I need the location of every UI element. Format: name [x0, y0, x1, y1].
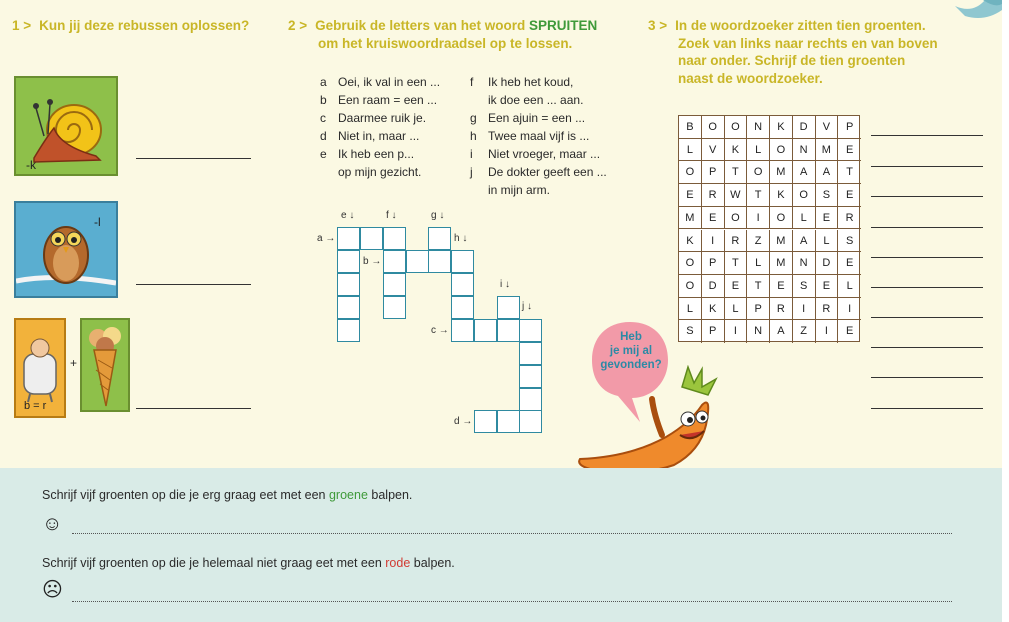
cw-cell[interactable]	[383, 273, 406, 296]
ws-cell[interactable]: I	[747, 207, 770, 230]
q2-title-b: om het kruiswoordraadsel op te lossen.	[318, 35, 573, 51]
clue-letter: h	[470, 129, 477, 143]
ws-cell[interactable]: I	[816, 320, 839, 343]
cw-cell[interactable]	[497, 296, 520, 319]
ws-cell[interactable]: E	[838, 139, 861, 162]
ws-cell[interactable]: K	[770, 116, 793, 139]
clue-text: ik doe een ... aan.	[488, 93, 584, 107]
ws-cell[interactable]: O	[679, 252, 702, 275]
ws-cell[interactable]: E	[702, 207, 725, 230]
rebus2-modifier: -l	[94, 215, 101, 229]
rebus1-modifier: -k	[26, 158, 36, 172]
clue-text: Een ajuin = een ...	[488, 111, 586, 125]
ws-cell[interactable]: L	[747, 252, 770, 275]
ws-cell[interactable]: K	[725, 139, 748, 162]
ws-cell[interactable]: R	[725, 230, 748, 253]
ws-cell[interactable]: M	[770, 230, 793, 253]
ws-cell[interactable]: L	[816, 230, 839, 253]
clue-text: Oei, ik val in een ...	[338, 75, 441, 89]
clue-letter: i	[470, 147, 473, 161]
ws-answer-line[interactable]	[871, 377, 983, 378]
ws-cell[interactable]: L	[747, 139, 770, 162]
ws-cell[interactable]: P	[702, 320, 725, 343]
ws-cell[interactable]: O	[679, 161, 702, 184]
ws-answer-line[interactable]	[871, 257, 983, 258]
cw-cell[interactable]	[383, 227, 406, 250]
ws-cell[interactable]: L	[679, 298, 702, 321]
ws-cell[interactable]: S	[838, 230, 861, 253]
bottom-line1-color: groene	[328, 488, 368, 502]
ws-cell[interactable]: O	[793, 184, 816, 207]
q3-title-line: naast de woordzoeker.	[678, 70, 823, 86]
ws-answer-line[interactable]	[871, 347, 983, 348]
cw-cell[interactable]	[519, 388, 542, 411]
ws-answer-line[interactable]	[871, 317, 983, 318]
cw-cell[interactable]	[383, 250, 406, 273]
clue-text: Niet vroeger, maar ...	[488, 147, 601, 161]
cw-cell[interactable]	[337, 227, 360, 250]
ws-cell[interactable]: E	[838, 252, 861, 275]
ws-cell[interactable]: A	[770, 320, 793, 343]
cw-cell[interactable]	[337, 250, 360, 273]
ws-cell[interactable]: O	[725, 207, 748, 230]
bottom-line1-b: balpen.	[367, 488, 413, 502]
ws-cell[interactable]: W	[725, 184, 748, 207]
ws-answer-line[interactable]	[871, 196, 983, 197]
ws-cell[interactable]: O	[725, 116, 748, 139]
ws-cell[interactable]: D	[702, 275, 725, 298]
bubble-line: Heb	[620, 331, 642, 343]
cw-cell[interactable]	[428, 227, 451, 250]
bottom-line2	[42, 556, 455, 570]
ws-cell[interactable]: E	[770, 275, 793, 298]
ws-cell[interactable]: B	[679, 116, 702, 139]
cw-label-h: h ↓	[454, 233, 468, 244]
ws-cell[interactable]: P	[838, 116, 861, 139]
ws-cell[interactable]: V	[702, 139, 725, 162]
carrot-mascot-icon	[570, 365, 720, 480]
q1-number: 1 >	[12, 18, 32, 33]
cw-label-b: b →	[363, 256, 382, 267]
ws-cell[interactable]: K	[702, 298, 725, 321]
ws-cell[interactable]: K	[770, 184, 793, 207]
disliked-vegetables-line[interactable]	[72, 601, 952, 602]
q3-heading	[648, 17, 938, 87]
ws-cell[interactable]: V	[816, 116, 839, 139]
ws-cell[interactable]: L	[793, 207, 816, 230]
ws-cell[interactable]: P	[702, 252, 725, 275]
clue-text: Daarmee ruik je.	[338, 111, 427, 125]
ws-cell[interactable]: E	[816, 275, 839, 298]
cw-cell[interactable]	[451, 250, 474, 273]
ws-cell[interactable]: O	[770, 139, 793, 162]
q2-title-a: Gebruik de letters van het woord	[315, 18, 529, 33]
ws-cell[interactable]: K	[679, 230, 702, 253]
ws-cell[interactable]: D	[816, 252, 839, 275]
ws-answer-line[interactable]	[871, 287, 983, 288]
clue-text: op mijn gezicht.	[338, 165, 422, 179]
cw-cell[interactable]	[406, 250, 429, 273]
bubble-line: je mij al	[609, 345, 653, 357]
ws-cell[interactable]: N	[747, 320, 770, 343]
cw-cell[interactable]	[428, 250, 451, 273]
ws-cell[interactable]: A	[816, 161, 839, 184]
cw-cell[interactable]	[451, 296, 474, 319]
clue-text: Twee maal vijf is ...	[488, 129, 590, 143]
cw-cell[interactable]	[519, 410, 542, 433]
word-search-grid	[678, 115, 860, 342]
cw-cell[interactable]	[474, 319, 497, 342]
ws-cell[interactable]: R	[770, 298, 793, 321]
q3-title-line: Zoek van links naar rechts en van boven	[678, 35, 938, 51]
q2-number: 2 >	[288, 18, 308, 33]
clue-text: Ik heb een p...	[338, 147, 415, 161]
favorite-vegetables-line[interactable]	[72, 533, 952, 534]
bottom-line1	[42, 488, 412, 502]
q2-title-word: SPRUITEN	[528, 18, 598, 33]
clue-text: Niet in, maar ...	[338, 129, 420, 143]
ws-cell[interactable]: R	[702, 184, 725, 207]
ws-cell[interactable]: O	[679, 275, 702, 298]
ws-cell[interactable]: O	[770, 207, 793, 230]
ws-cell[interactable]: P	[702, 161, 725, 184]
clue-letter: c	[320, 111, 326, 125]
bottom-line2-a: Schrijf vijf groenten op die je helemaal niet graag eet met een	[42, 556, 386, 570]
ws-cell[interactable]: E	[816, 207, 839, 230]
ws-cell[interactable]: M	[816, 139, 839, 162]
ws-cell[interactable]: S	[816, 184, 839, 207]
clue-text: in mijn arm.	[488, 183, 551, 197]
ws-cell[interactable]: O	[747, 161, 770, 184]
q3-title-line: naar onder. Schrijf de tien groenten	[678, 53, 906, 68]
ws-cell[interactable]: Z	[793, 320, 816, 343]
clue-letter: g	[470, 111, 477, 125]
sad-face-icon: ☹	[42, 579, 63, 601]
ws-cell[interactable]: I	[793, 298, 816, 321]
ws-cell[interactable]: T	[747, 184, 770, 207]
ws-answer-line[interactable]	[871, 135, 983, 136]
ws-cell[interactable]: O	[702, 116, 725, 139]
cw-cell[interactable]	[519, 342, 542, 365]
ws-cell[interactable]: L	[725, 298, 748, 321]
ws-cell[interactable]: S	[679, 320, 702, 343]
clue-letter: j	[470, 165, 473, 179]
clue-letter: d	[320, 129, 327, 143]
clue-text: Een raam = een ...	[338, 93, 438, 107]
cw-cell[interactable]	[519, 365, 542, 388]
clue-letter: f	[470, 75, 474, 89]
cw-cell[interactable]	[360, 227, 383, 250]
ws-cell[interactable]: N	[747, 116, 770, 139]
cw-cell[interactable]	[337, 296, 360, 319]
bubble-line: gevonden?	[600, 359, 662, 371]
ws-cell[interactable]: P	[747, 298, 770, 321]
cw-cell[interactable]	[337, 319, 360, 342]
ws-cell[interactable]: R	[816, 298, 839, 321]
ws-cell[interactable]: I	[725, 320, 748, 343]
cw-cell[interactable]	[474, 410, 497, 433]
clue-text: De dokter geeft een ...	[488, 165, 607, 179]
q3-title-line: In de woordzoeker zitten tien groenten.	[675, 18, 926, 33]
cw-label-e: e ↓	[341, 210, 355, 221]
cw-label-a: a →	[317, 233, 336, 244]
ws-cell[interactable]: I	[838, 298, 861, 321]
q3-number: 3 >	[648, 18, 668, 33]
cw-cell[interactable]	[519, 319, 542, 342]
ws-cell[interactable]: T	[838, 161, 861, 184]
happy-face-icon: ☺	[42, 513, 63, 535]
clue-letter: e	[320, 147, 327, 161]
cw-cell[interactable]	[451, 273, 474, 296]
ws-answer-line[interactable]	[871, 408, 983, 409]
ws-cell[interactable]: M	[770, 252, 793, 275]
ws-cell[interactable]: E	[725, 275, 748, 298]
ws-cell[interactable]: A	[793, 230, 816, 253]
ws-cell[interactable]: M	[679, 207, 702, 230]
clue-text: Ik heb het koud,	[488, 75, 574, 89]
cw-label-d: d →	[454, 416, 473, 427]
ws-cell[interactable]: T	[747, 275, 770, 298]
ws-cell[interactable]: T	[725, 161, 748, 184]
ws-cell[interactable]: N	[793, 252, 816, 275]
cw-cell[interactable]	[451, 319, 474, 342]
ws-answer-line[interactable]	[871, 227, 983, 228]
ws-cell[interactable]: D	[793, 116, 816, 139]
ws-cell[interactable]: N	[793, 139, 816, 162]
ws-cell[interactable]: S	[793, 275, 816, 298]
cw-label-j: j ↓	[522, 301, 532, 312]
ws-cell[interactable]: M	[770, 161, 793, 184]
ws-answer-line[interactable]	[871, 166, 983, 167]
cw-cell[interactable]	[383, 296, 406, 319]
rebus3-modifier: b = r	[24, 400, 47, 412]
cw-label-f: f ↓	[386, 210, 397, 221]
cw-label-c: c →	[431, 325, 449, 336]
ws-cell[interactable]: L	[679, 139, 702, 162]
plus-sign: +	[70, 356, 78, 370]
bottom-line2-color: rode	[385, 556, 411, 570]
cw-cell[interactable]	[497, 410, 520, 433]
clue-letter: a	[320, 75, 327, 89]
cw-label-g: g ↓	[431, 210, 445, 221]
ws-cell[interactable]: E	[838, 184, 861, 207]
cw-cell[interactable]	[497, 319, 520, 342]
q1-title: Kun jij deze rebussen oplossen?	[39, 18, 250, 33]
cw-label-i: i ↓	[500, 279, 510, 290]
bottom-line2-b: balpen.	[410, 556, 455, 570]
bottom-line1-a: Schrijf vijf groenten op die je erg graag eet met een	[42, 488, 329, 502]
ws-cell[interactable]: A	[793, 161, 816, 184]
ws-cell[interactable]: E	[845, 325, 854, 338]
ws-cell[interactable]: T	[725, 252, 748, 275]
ws-cell[interactable]: R	[838, 207, 861, 230]
clue-letter: b	[320, 93, 327, 107]
ws-cell[interactable]: Z	[747, 230, 770, 253]
ws-cell[interactable]: E	[679, 184, 702, 207]
cw-cell[interactable]	[337, 273, 360, 296]
ws-cell[interactable]: L	[838, 275, 861, 298]
ws-cell[interactable]: I	[702, 230, 725, 253]
bottom-panel	[0, 468, 1002, 622]
